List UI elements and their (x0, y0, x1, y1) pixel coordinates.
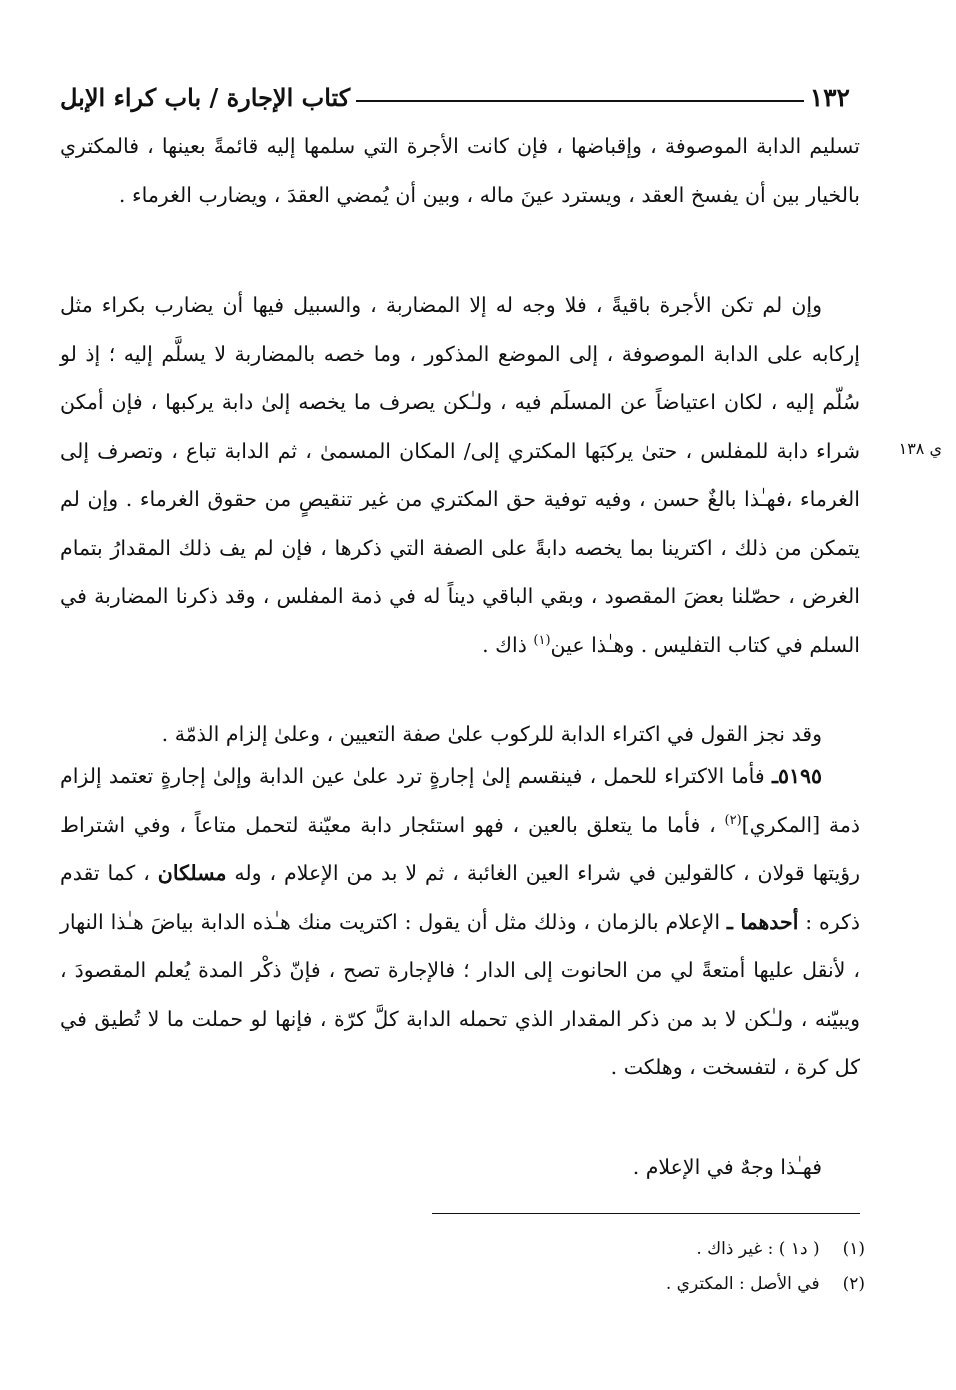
page-header (60, 72, 850, 112)
footnote-ref-1[interactable]: (١) (533, 632, 551, 648)
footnote-ref-2[interactable]: (٢) (724, 812, 742, 828)
footnote-1 (300, 1232, 865, 1267)
bold-term-ahaduhuma: أحدهما ـ (726, 909, 799, 934)
paragraph-2-main: وإن لم تكن الأجرة باقيةً ، فلا وجه له إلا المضاربة ، والسبيل فيها أن يضارب بكراء مثل إركابه على الدابة الموصوفة ، إلى الموضع المذكور ، وما خصه بالمضاربة لا يسلَّم إليه ؛ إذ لو سُلّم إليه ، لكان اعتياضاً عن المسلَم فيه ، ولـٰكن يصرف ما يخصه إلىٰ دابة يركبها ، فإن أمكن شراء دابة للمفلس ، حتىٰ يركبَها المكتري إلى/ المكان المسمىٰ ، ثم الدابة تباع ، وتصرف إلى الغرماء ،فهـٰذا بالغٌ حسن ، وفيه توفية حق المكتري من غير تنقيصٍ من حقوق الغرماء . وإن لم يتمكن من ذلك ، اكترينا بما يخصه دابةً على الصفة التي ذكرها ، فإن لم يف ذلك المقدارُ بتمام الغرض ، حصّلنا بعضَ المقصود ، وبقي الباقي ديناً له في ذمة المفلس ، وقد ذكرنا المضاربة في السلم في كتاب التفليس . وهـٰذا عين (60, 293, 860, 657)
paragraph-1-text: تسليم الدابة الموصوفة ، وإقباضها ، فإن كانت الأجرة التي سلمها إليه قائمةً بعينها ، فالمكتري بالخيار بين أن يفسخ العقد ، ويسترد عينَ ماله ، وبين أن يُمضي العقدَ ، ويضارب الغرماء . (60, 134, 860, 207)
paragraph-1 (60, 122, 860, 219)
paragraph-2 (60, 281, 860, 669)
running-head: كتاب الإجارة / باب كراء الإبل (60, 83, 351, 112)
bold-term-maslakan: مسلكان (157, 861, 227, 885)
paragraph-4-text (60, 752, 860, 1092)
footnote-1-text: ( د١ ) : غير ذاك . (696, 1239, 820, 1259)
paragraph-5 (60, 1143, 860, 1192)
paragraph-2-text (60, 281, 860, 669)
footnote-2 (300, 1267, 865, 1302)
paragraph-number: ٥١٩٥ـ (771, 764, 822, 788)
paragraph-4 (60, 752, 860, 1092)
margin-manuscript-note: ي ١٣٨ (898, 439, 942, 458)
footnote-1-number: (١) (842, 1239, 865, 1259)
footnote-2-number: (٢) (842, 1274, 865, 1294)
paragraph-3-text: وقد نجز القول في اكتراء الدابة للركوب علىٰ صفة التعيين ، وعلىٰ إلزام الذمّة . (161, 722, 822, 746)
paragraph-4-part-c: ، كما تقدم ذكره : (60, 861, 860, 934)
footnotes (300, 1232, 865, 1302)
paragraph-4-part-b: ، فأما ما يتعلق بالعين ، فهو استئجار دابة معيّنة لتحمل متاعاً ، وفي اشتراط رؤيتها قولان ، كالقولين في شراء العين الغائبة ، ثم لا بد من الإعلام ، وله (60, 812, 860, 885)
footnote-separator (432, 1213, 860, 1214)
header-rule (356, 100, 804, 102)
paragraph-2-end: ذاك . (482, 632, 534, 657)
page-number: ١٣٢ (809, 83, 850, 112)
paragraph-4-part-a: فأما الاكتراء للحمل ، فينقسم إلىٰ إجارةٍ ترد علىٰ عين الدابة وإلىٰ إجارةٍ تعتمد إلزام ذمة [المكري] (60, 764, 860, 837)
paragraph-4-part-d: الإعلام بالزمان ، وذلك مثل أن يقول : اكتريت منك هـٰذه الدابة بياضَ هـٰذا النهار ، لأنقل عليها أمتعةً لي من الحانوت إلى الدار ؛ فالإجارة تصح ، فإنّ ذكْر المدة يُعلم المقصودَ ، ويبيّنه ، ولـٰكن لا بد من ذكر المقدار الذي تحمله الدابة كلَّ كرّة ، فإنها لو حملت ما لا تُطيق في كل كرة ، لتفسخت ، وهلكت . (60, 909, 860, 1079)
paragraph-5-text: فهـٰذا وجهٌ في الإعلام . (632, 1155, 822, 1179)
footnote-2-text: في الأصل : المكتري . (665, 1274, 820, 1294)
